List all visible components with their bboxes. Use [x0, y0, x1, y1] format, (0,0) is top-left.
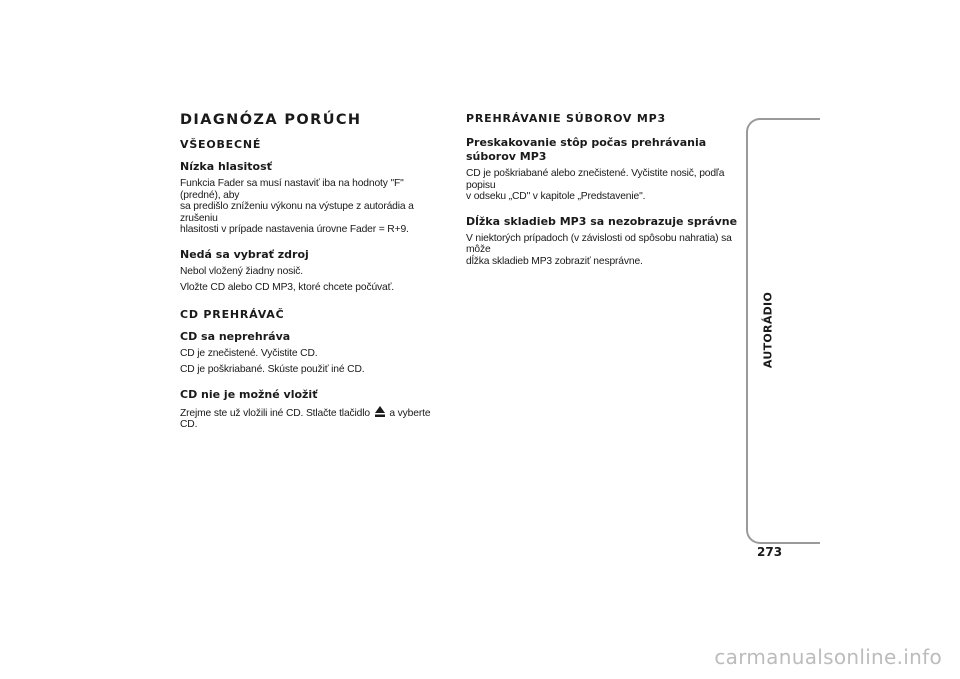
- item-text-cd-scratched: CD je poškriabané. Skúste použiť iné CD.: [180, 364, 365, 375]
- page-title: DIAGNÓZA PORÚCH: [180, 112, 362, 128]
- item-title-length-display: Dĺžka skladieb MP3 sa nezobrazuje správne: [466, 214, 738, 228]
- chapter-tab-rule: [746, 118, 820, 544]
- item-text-cd-cannot-insert: [180, 406, 445, 431]
- item-title-no-source: Nedá sa vybrať zdroj: [180, 247, 309, 261]
- chapter-label: AUTORÁDIO: [761, 291, 775, 369]
- page-number: 273: [757, 545, 783, 559]
- text-line: Funkcia Fader sa musí nastaviť iba na hodnoty "F" (predné), aby: [180, 178, 404, 201]
- eject-icon: [375, 406, 385, 417]
- text-line: v odseku „CD" v kapitole „Predstavenie".: [466, 191, 646, 202]
- text-line: sa predišlo zníženiu výkonu na výstupe z autorádia a zrušeniu: [180, 201, 414, 224]
- item-text-length-display: [466, 233, 746, 268]
- section-heading-cd-player: CD PREHRÁVAČ: [180, 307, 285, 321]
- item-title-cd-not-playing: CD sa neprehráva: [180, 329, 291, 343]
- item-title-track-skipping: Preskakovanie stôp počas prehrávania súborov MP3: [466, 136, 707, 163]
- item-text-no-source-1: Nebol vložený žiadny nosič.: [180, 265, 304, 277]
- text-before-icon: Zrejme ste už vložili iné CD. Stlačte tlačidlo: [180, 407, 370, 419]
- item-title-low-volume: Nízka hlasitosť: [180, 160, 272, 173]
- item-text-no-source-2: Vložte CD alebo CD MP3, ktoré chcete počúvať.: [180, 282, 395, 293]
- text-line: CD je poškriabané alebo znečistené. Vyčistite nosič, podľa popisu: [466, 168, 725, 191]
- section-heading-mp3: PREHRÁVANIE SÚBOROV MP3: [466, 112, 666, 125]
- item-title-cd-cannot-insert: CD nie je možné vložiť: [180, 387, 318, 401]
- text-line: hlasitosti v prípade nastavenia úrovne Fader = R+9.: [180, 224, 409, 235]
- left-column: [180, 112, 445, 436]
- item-text-low-volume: [180, 178, 445, 236]
- item-text-cd-dirty: CD je znečistené. Vyčistite CD.: [180, 347, 318, 359]
- right-column: [466, 112, 746, 272]
- item-text-track-skipping: [466, 168, 746, 203]
- section-heading-general: VŠEOBECNÉ: [180, 138, 262, 151]
- watermark: carmanualsonline.info: [714, 645, 942, 669]
- text-line: V niektorých prípadoch (v závislosti od spôsobu nahratia) sa môže: [466, 232, 732, 255]
- text-line: dĺžka skladieb MP3 zobraziť nesprávne.: [466, 255, 643, 267]
- text-after-icon: a vyberte CD.: [180, 407, 431, 430]
